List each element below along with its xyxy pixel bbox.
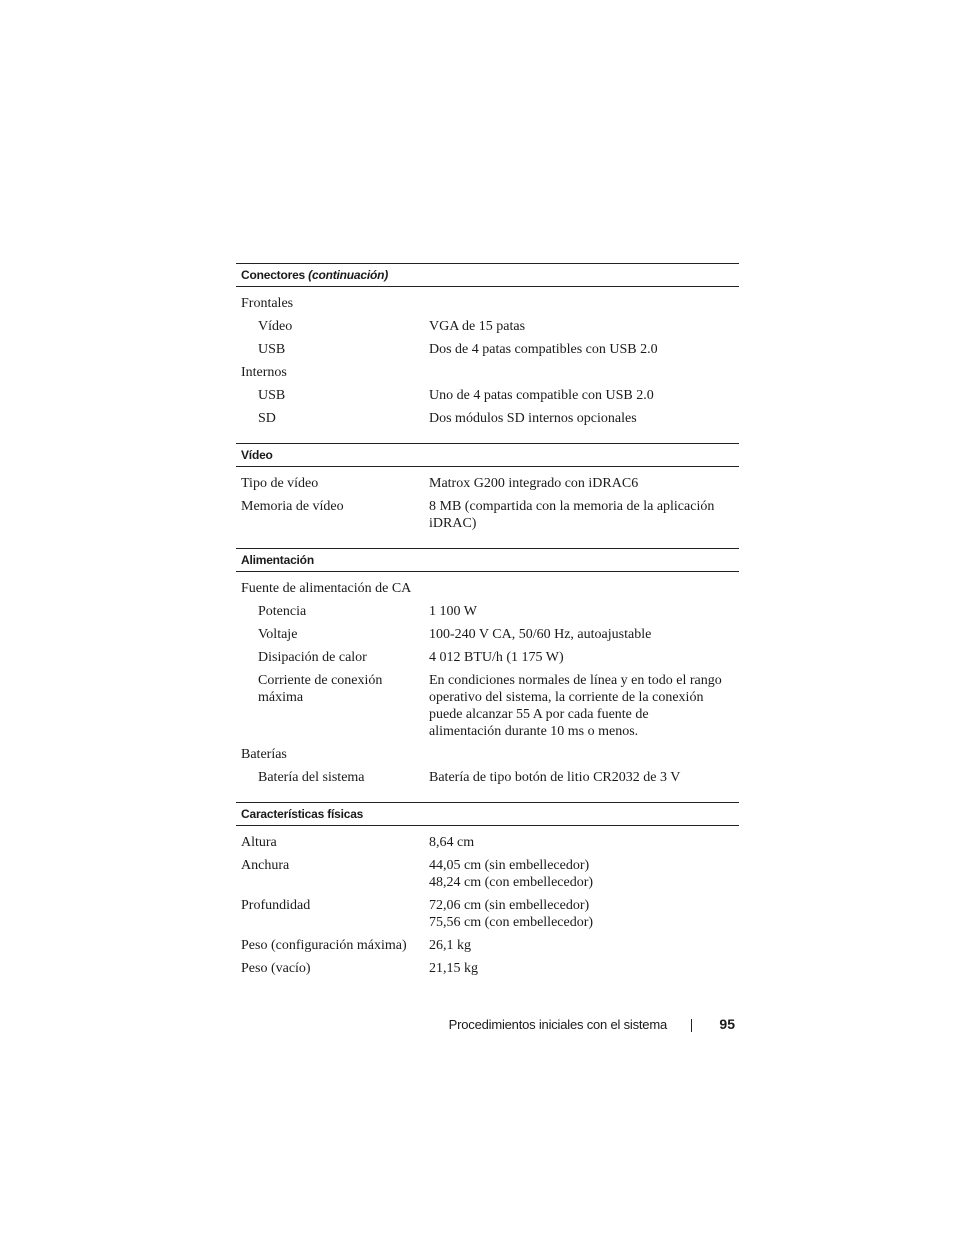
section-heading [236,548,739,572]
spec-value [429,364,739,381]
spec-row [236,387,739,404]
spec-label: Peso (configuración máxima) [241,938,407,953]
spec-section [236,443,739,532]
footer-title: Procedimientos iniciales con el sistema [448,1017,667,1032]
spec-row [236,603,739,620]
spec-value: 26,1 kg [429,938,471,953]
spec-value: Uno de 4 patas compatible con USB 2.0 [429,388,654,403]
section-title: Conectores [241,268,306,282]
spec-label: Fuente de alimentación de CA [241,581,412,596]
spec-row [236,498,739,532]
spec-row [236,769,739,786]
spec-label: Vídeo [258,319,293,334]
spec-value: 100-240 V CA, 50/60 Hz, autoajustable [429,627,652,642]
spec-label: SD [258,411,276,426]
spec-row [236,295,739,312]
spec-label: Peso (vacío) [241,961,311,976]
spec-row [236,897,739,931]
spec-row [236,960,739,977]
spec-value: 4 012 BTU/h (1 175 W) [429,650,564,665]
spec-row [236,626,739,643]
spec-value: Matrox G200 integrado con iDRAC6 [429,476,639,491]
spec-value: VGA de 15 patas [429,319,526,334]
spec-label: Tipo de vídeo [241,476,319,491]
spec-value: Dos módulos SD internos opcionales [429,411,637,426]
spec-row [236,364,739,381]
spec-label: Frontales [241,296,294,311]
page-number: 95 [719,1016,735,1032]
section-title: Vídeo [241,448,273,462]
spec-label: USB [258,388,286,403]
section-title: Alimentación [241,553,314,567]
spec-row [236,746,739,763]
spec-value: 8,64 cm [429,835,475,850]
spec-value: 72,06 cm (sin embellecedor) 75,56 cm (con embellecedor) [429,898,594,930]
page-footer [236,1015,735,1035]
spec-section [236,802,739,977]
spec-row [236,341,739,358]
spec-value: En condiciones normales de línea y en todo el rango operativo del sistema, la corriente de la conexión puede alcanzar 55 A por cada fuente de alimentación durante 10 ms o menos. [429,673,722,739]
section-heading [236,443,739,467]
spec-row [236,857,739,891]
spec-row [236,410,739,427]
spec-value: Batería de tipo botón de litio CR2032 de 3 V [429,770,681,785]
spec-label: USB [258,342,286,357]
spec-value [429,295,739,312]
spec-label: Disipación de calor [258,650,367,665]
spec-value: Dos de 4 patas compatibles con USB 2.0 [429,342,658,357]
spec-label: Corriente de conexión máxima [258,673,383,705]
section-title: Características físicas [241,807,364,821]
spec-value: 1 100 W [429,604,477,619]
spec-label: Batería del sistema [258,770,365,785]
spec-row [236,580,739,597]
spec-row [236,318,739,335]
spec-label: Memoria de vídeo [241,499,344,514]
spec-label: Altura [241,835,277,850]
spec-section [236,263,739,427]
spec-row [236,937,739,954]
spec-value: 21,15 kg [429,961,478,976]
spec-table [236,263,739,993]
spec-row [236,672,739,740]
spec-row [236,834,739,851]
section-title-suffix: (continuación) [308,268,389,282]
spec-label: Baterías [241,747,287,762]
spec-value [429,746,739,763]
section-heading [236,263,739,287]
spec-value: 8 MB (compartida con la memoria de la aplicación iDRAC) [429,499,715,531]
spec-label: Internos [241,365,287,380]
spec-label: Potencia [258,604,307,619]
spec-row [236,475,739,492]
section-heading [236,802,739,826]
spec-label: Voltaje [258,627,298,642]
spec-value [429,580,739,597]
spec-label: Profundidad [241,898,311,913]
spec-section [236,548,739,786]
spec-value: 44,05 cm (sin embellecedor) 48,24 cm (con embellecedor) [429,858,594,890]
spec-label: Anchura [241,858,290,873]
footer-separator [691,1019,692,1032]
spec-row [236,649,739,666]
